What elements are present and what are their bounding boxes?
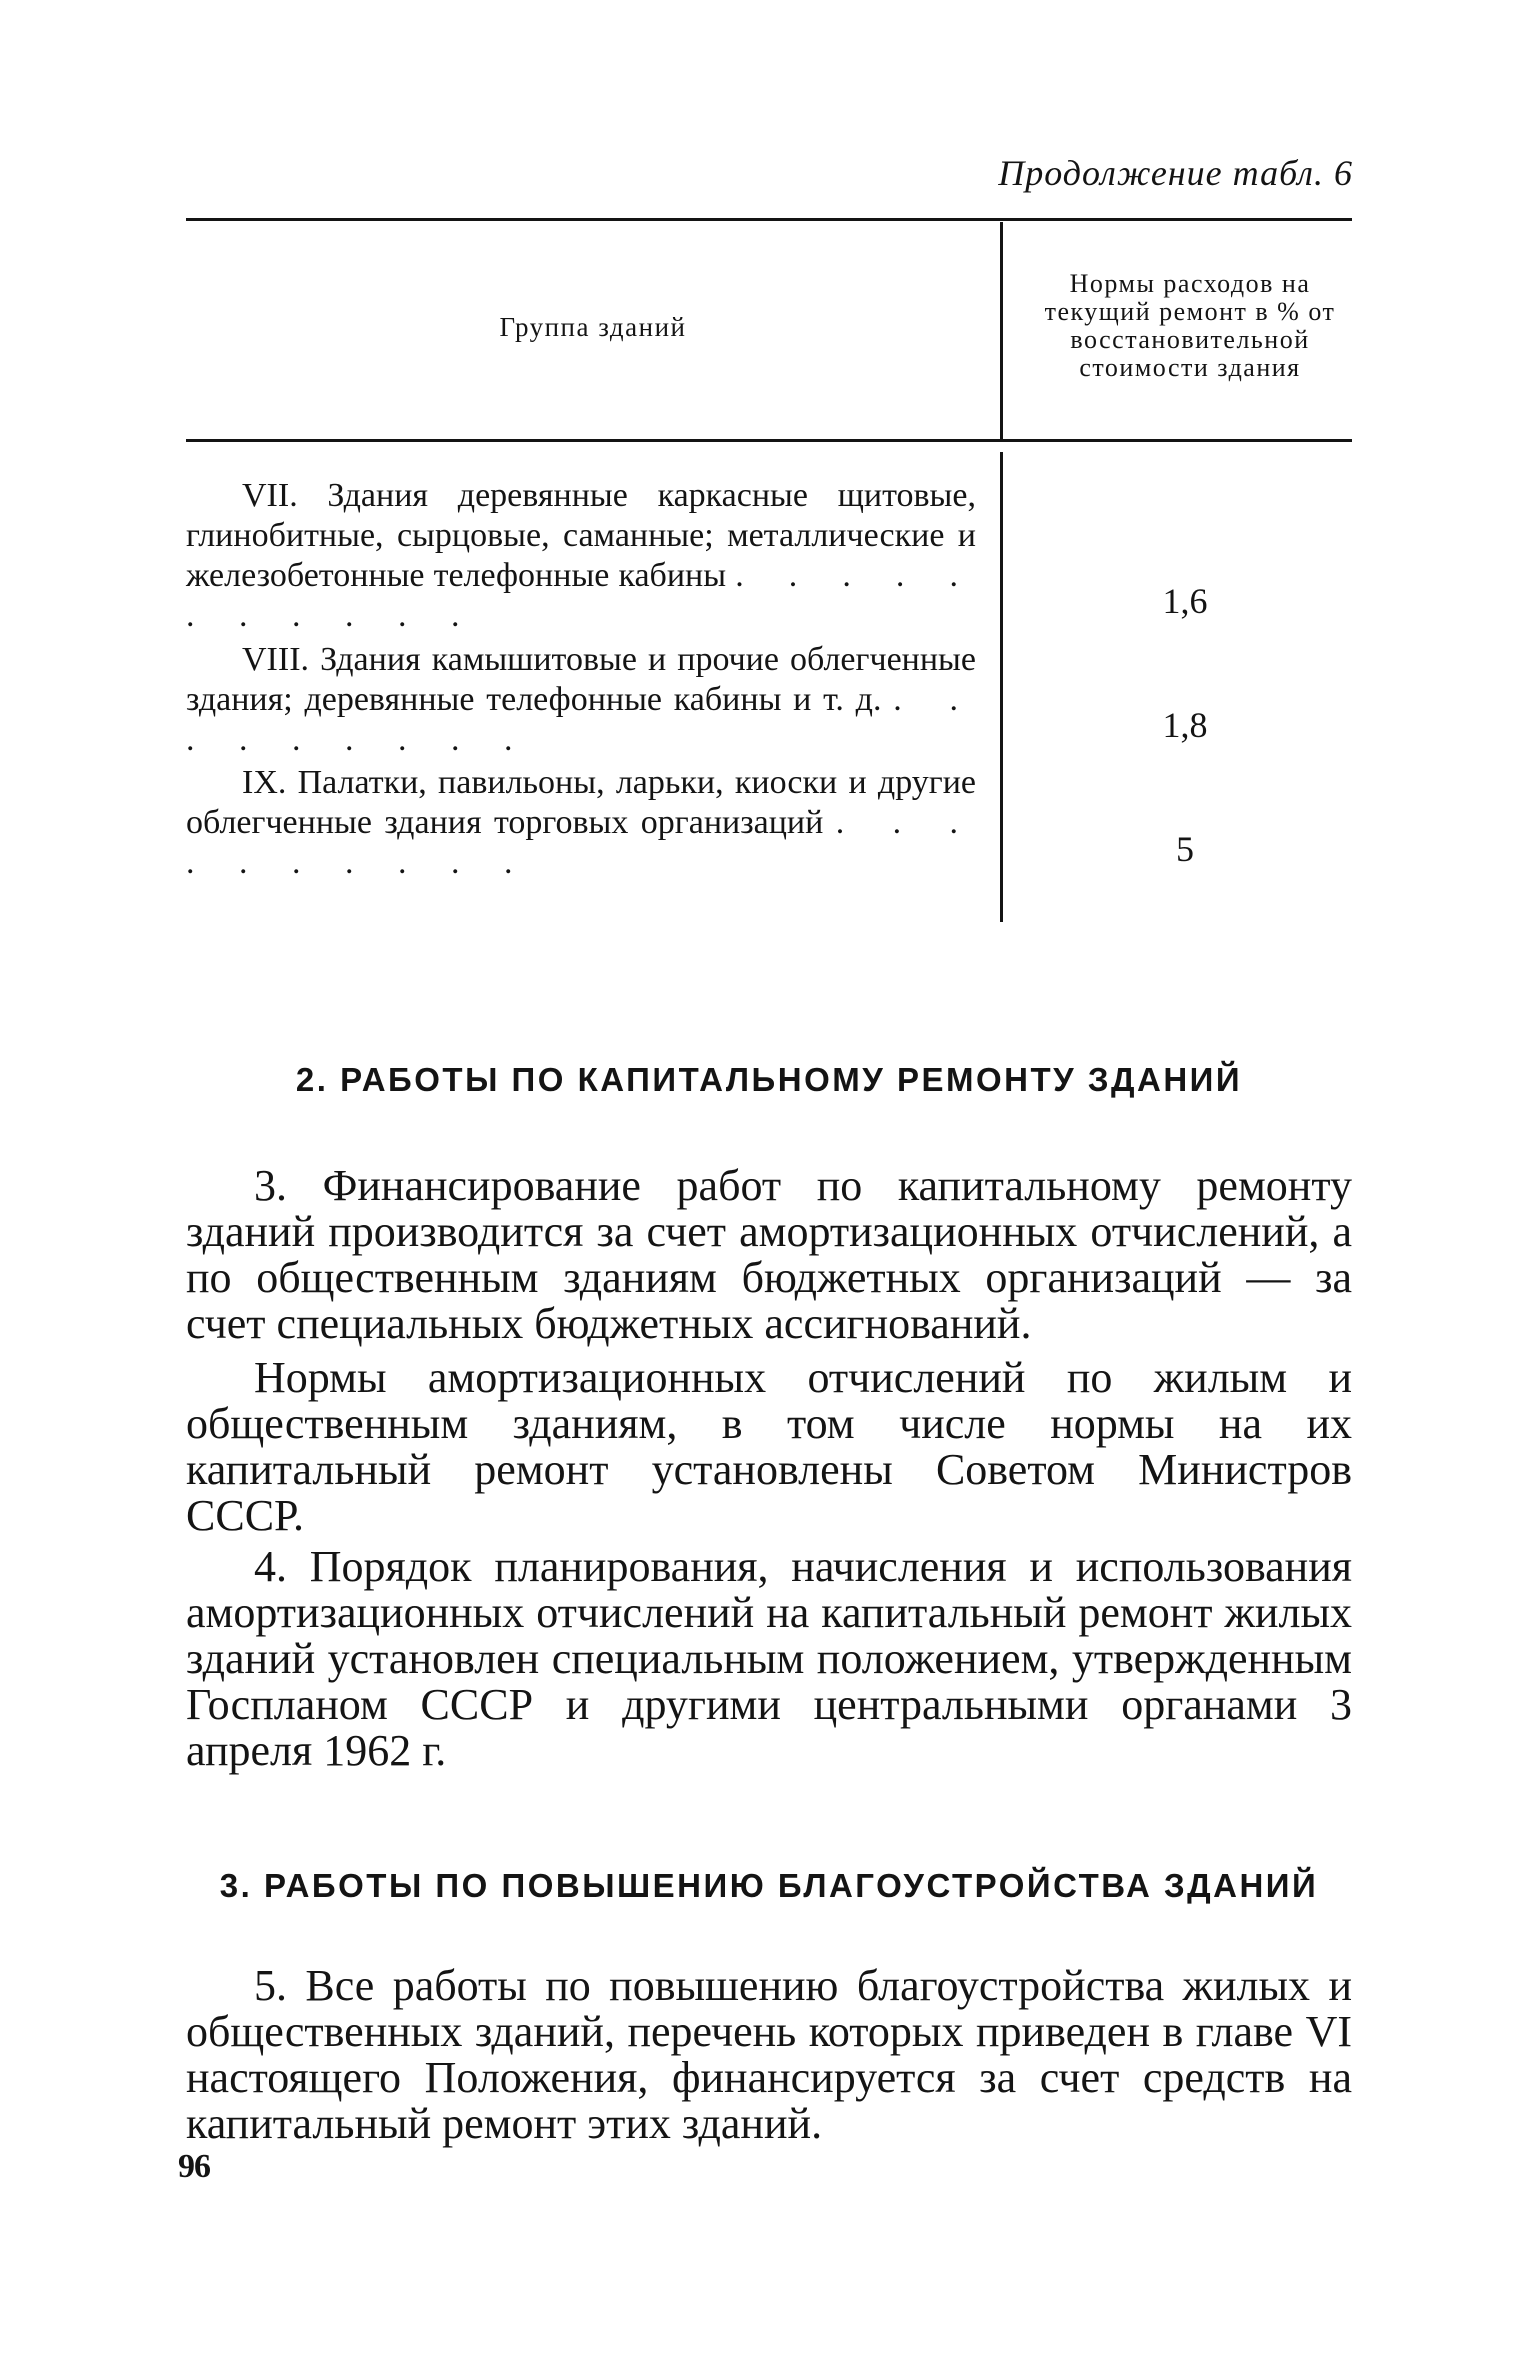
paragraph-4-text: 4. Порядок планирования, начисления и использования амортизационных отчислений на капитальный ремонт жилых зданий установлен специальным положением, утвержденным Госпланом СССР и другими центральными органами 3 апреля 1962 г. xyxy=(186,1542,1352,1775)
row-value: 1,6 xyxy=(1162,581,1208,621)
table-row xyxy=(186,476,976,636)
table-top-rule xyxy=(186,218,1352,221)
row-text: VII. Здания деревянные каркасные щитовые, глинобитные, сырцовые, саманные; металлические и железобетонные телефонные кабины xyxy=(186,477,976,594)
table-header-rule xyxy=(186,439,1352,442)
paragraph-3-text: 3. Финансирование работ по капитальному ремонту зданий производится за счет амортизационных отчислений, а по общественным зданиям бюджетных организаций — за счет специальных бюджетных ассигнований. xyxy=(186,1161,1352,1348)
row-leader: . . . . . . . . . . . xyxy=(186,557,977,634)
table-row xyxy=(186,763,976,883)
table-body-divider xyxy=(1000,452,1003,922)
paragraph-norms xyxy=(186,1355,1352,1539)
row-text: IX. Палатки, павильоны, ларьки, киоски и другие облегченные здания торговых организаций xyxy=(186,764,976,841)
row-text: VIII. Здания камышитовые и прочие облегченные здания; деревянные телефонные кабины и т. д. xyxy=(186,641,976,718)
table-row xyxy=(186,640,976,760)
page-number: 96 xyxy=(178,2148,210,2185)
section-heading-capital-repair: 2. РАБОТЫ ПО КАПИТАЛЬНОМУ РЕМОНТУ ЗДАНИЙ xyxy=(295,1061,1243,1098)
row-leader: . . . . . . . . . xyxy=(186,681,977,758)
table-header-norms: Нормы расходов на текущий ремонт в % от восстановительной стоимости здания xyxy=(1044,269,1336,382)
table-header-divider xyxy=(1000,222,1003,440)
paragraph-norms-text: Нормы амортизационных отчислений по жилым и общественным зданиям, в том числе нормы на их капитальный ремонт установлены Советом Министров СССР. xyxy=(186,1353,1352,1540)
row-value: 5 xyxy=(1176,829,1194,869)
table-header-group: Группа зданий xyxy=(499,312,687,342)
paragraph-4 xyxy=(186,1544,1352,1774)
paragraph-5 xyxy=(186,1963,1352,2147)
paragraph-3 xyxy=(186,1163,1352,1347)
paragraph-5-text: 5. Все работы по повышению благоустройства жилых и общественных зданий, перечень которых приведен в главе VI настоящего Положения, финансируется за счет средств на капитальный ремонт этих зданий. xyxy=(186,1961,1352,2148)
row-leader: . . . . . . . . . . xyxy=(186,804,976,881)
table-continuation-caption: Продолжение табл. 6 xyxy=(998,153,1353,193)
row-value: 1,8 xyxy=(1162,705,1208,745)
section-heading-improvement: 3. РАБОТЫ ПО ПОВЫШЕНИЮ БЛАГОУСТРОЙСТВА ЗДАНИЙ xyxy=(219,1867,1319,1904)
